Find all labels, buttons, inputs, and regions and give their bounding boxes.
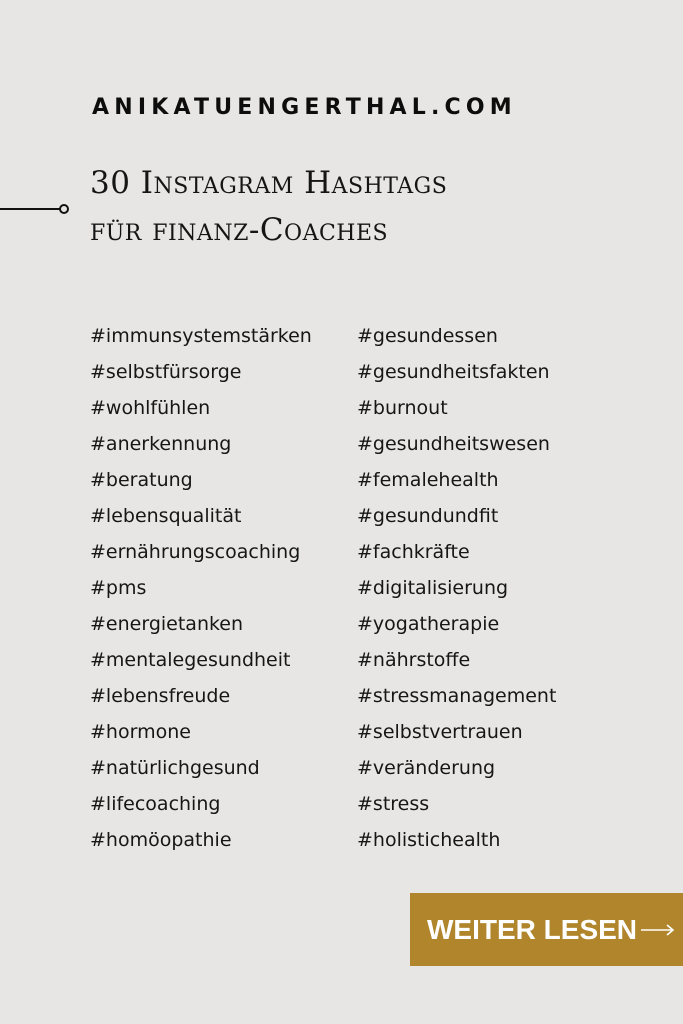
hashtag-list-left	[90, 318, 312, 858]
hashtag-item: #immunsystemstärken	[90, 325, 312, 347]
hashtag-item: #lebensfreude	[90, 685, 231, 707]
decorative-line	[0, 208, 61, 210]
hashtag-item: #fachkräfte	[357, 541, 470, 563]
hashtag-item: #digitalisierung	[357, 577, 509, 599]
hashtag-item: #ernährungscoaching	[90, 541, 301, 563]
hashtag-item: #beratung	[90, 469, 193, 491]
hashtag-item: #gesundheitswesen	[357, 433, 550, 455]
hashtag-item: #gesundheitsfakten	[357, 361, 550, 383]
hashtag-item: #mentalegesundheit	[90, 649, 291, 671]
hashtag-item: #hormone	[90, 721, 191, 743]
weiter-lesen-label: WEITER LESEN	[427, 913, 638, 945]
hashtag-item: #energietanken	[90, 613, 244, 635]
hashtag-item: #lifecoaching	[90, 793, 221, 815]
hashtag-item: #yogatherapie	[357, 613, 500, 635]
site-url: ANIKATUENGERTHAL.COM	[92, 95, 517, 120]
hashtag-item: #stressmanagement	[357, 685, 557, 707]
hashtag-item: #gesundessen	[357, 325, 498, 347]
hashtag-item: #anerkennung	[90, 433, 232, 455]
page-title-line-1: 30 Instagram Hashtags	[90, 165, 448, 201]
hashtag-item: #nährstoffe	[357, 649, 471, 671]
page-title-line-2: für finanz-Coaches	[90, 212, 389, 248]
hashtag-item: #selbstfürsorge	[90, 361, 242, 383]
hashtag-item: #holistichealth	[357, 829, 501, 851]
hashtag-item: #natürlichgesund	[90, 757, 260, 779]
page-title	[90, 160, 447, 254]
hashtag-item: #stress	[357, 793, 430, 815]
weiter-lesen-button[interactable]	[410, 893, 683, 966]
hashtag-list-right	[357, 318, 556, 858]
hashtag-item: #gesundundfit	[357, 505, 499, 527]
arrow-right-icon	[641, 923, 675, 937]
hashtag-item: #burnout	[357, 397, 448, 419]
hashtag-item: #lebensqualität	[90, 505, 242, 527]
hashtag-item: #veränderung	[357, 757, 496, 779]
hashtag-item: #homöopathie	[90, 829, 232, 851]
hashtag-item: #wohlfühlen	[90, 397, 211, 419]
hashtag-item: #selbstvertrauen	[357, 721, 523, 743]
hashtag-item: #femalehealth	[357, 469, 499, 491]
hashtag-item: #pms	[90, 577, 147, 599]
decorative-dot-icon	[59, 204, 69, 214]
